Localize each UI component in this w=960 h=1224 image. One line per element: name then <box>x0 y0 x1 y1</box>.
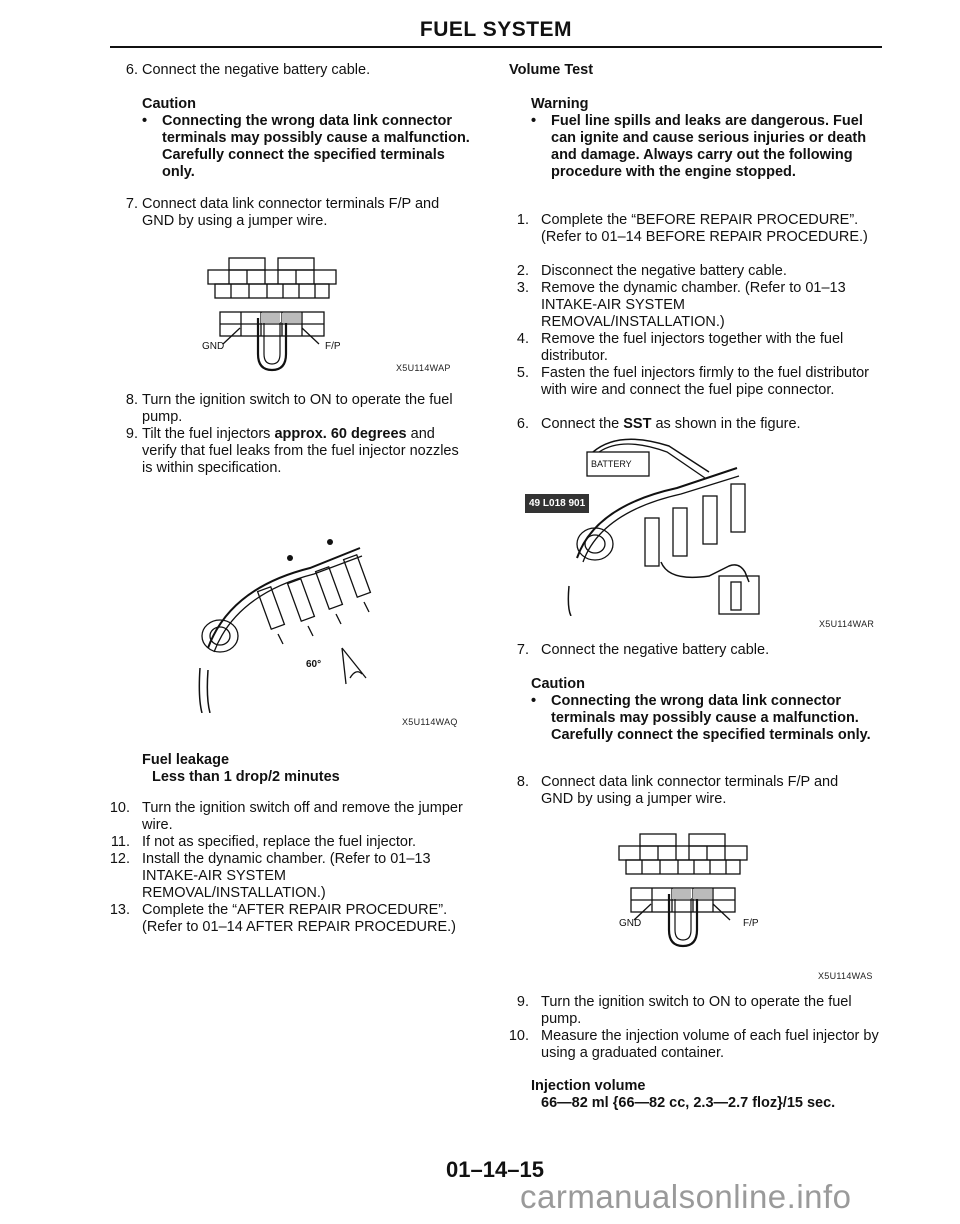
header-rule <box>110 46 882 48</box>
right-step-6: 6. Connect the SST as shown in the figure. <box>516 416 801 432</box>
left-step-8: 8. Turn the ignition switch to ON to operate the fuel pump. <box>125 392 453 425</box>
right-step-1: 1. Complete the “BEFORE REPAIR PROCEDURE”. (Refer to 01–14 BEFORE REPAIR PROCEDURE.) <box>516 212 868 245</box>
gnd-label: GND <box>202 341 225 352</box>
terminal-highlight <box>261 313 280 323</box>
connector-tab-right <box>278 258 314 270</box>
right-step-9: 9. Turn the ignition switch to ON to operate the fuel pump. <box>516 994 852 1027</box>
injector <box>703 496 717 544</box>
spec-title: Injection volume <box>531 1078 646 1094</box>
sst-number-tag: 49 L018 901 <box>525 494 589 513</box>
figure-code: X5U114WAR <box>819 619 875 629</box>
warning-text: Fuel line spills and leaks are dangerous. Fuel can ignite and cause serious injuries or death and damage. Always carry out the following procedure with the engine stopped. <box>551 113 867 180</box>
left-step-9: 9. Tilt the fuel injectors approx. 60 degrees and verify that fuel leaks from the fuel injector nozzles is within specification. <box>125 426 459 476</box>
gnd-label: GND <box>619 918 642 929</box>
right-step-5: 5. Fasten the fuel injectors firmly to the fuel distributor with wire and connect the fuel pipe connector. <box>516 365 870 398</box>
caution-title: Caution <box>531 676 585 692</box>
fp-label: F/P <box>743 918 759 929</box>
warning-title: Warning <box>531 96 589 112</box>
connector-upper-row <box>208 270 336 284</box>
right-step-8: 8. Connect data link connector terminals F/P and GND by using a jumper wire. <box>516 774 839 807</box>
figure-code: X5U114WAQ <box>402 717 458 727</box>
volume-test-heading: Volume Test <box>509 62 594 78</box>
left-step-12: 12. Install the dynamic chamber. (Refer to 01–13 INTAKE-AIR SYSTEM REMOVAL/INSTALLATION.) <box>109 851 431 901</box>
left-step-7: 7. Connect data link connector terminals F/P and GND by using a jumper wire. <box>125 196 440 229</box>
right-step-10: 10. Measure the injection volume of each fuel injector by using a graduated container. <box>508 1028 879 1061</box>
fuel-hose <box>661 562 749 582</box>
injector <box>673 508 687 556</box>
right-step-3: 3. Remove the dynamic chamber. (Refer to 01–13 INTAKE-AIR SYSTEM REMOVAL/INSTALLATION.) <box>516 280 846 330</box>
spec-value: Less than 1 drop/2 minutes <box>152 769 340 785</box>
bullet-dot: • <box>531 113 537 129</box>
caution-text: Connecting the wrong data link connector terminals may possibly cause a malfunction. Carefully connect the specified terminals only. <box>551 693 871 743</box>
data-link-connector-figure <box>198 246 368 376</box>
injection-volume-spec <box>531 1078 891 1112</box>
angle-label: 60° <box>306 659 322 670</box>
spec-value: 66—82 ml {66—82 cc, 2.3—2.7 floz}/15 sec. <box>541 1095 836 1111</box>
injector <box>731 484 745 532</box>
fuel-leakage-spec <box>142 752 472 786</box>
spec-title: Fuel leakage <box>142 752 230 768</box>
caution-text: Connecting the wrong data link connector terminals may possibly cause a malfunction. Carefully connect the specified terminals only. <box>162 113 470 180</box>
bullet-dot: • <box>142 113 148 129</box>
right-step-2: 2. Disconnect the negative battery cable. <box>516 263 787 279</box>
left-step-11: 11. If not as specified, replace the fuel injector. <box>110 834 417 850</box>
fp-label: F/P <box>325 341 341 352</box>
injector <box>645 518 659 566</box>
fuel-distributor <box>208 548 360 648</box>
figure-code: X5U114WAP <box>396 363 451 373</box>
left-caution-1 <box>142 96 480 181</box>
injector-tilt-figure <box>190 528 400 713</box>
connector-lower-row <box>215 284 329 298</box>
left-step-13: 13. Complete the “AFTER REPAIR PROCEDURE”. (Refer to 01–14 AFTER REPAIR PROCEDURE.) <box>109 902 456 935</box>
figure-code: X5U114WAS <box>818 971 873 981</box>
warning-block <box>531 96 883 181</box>
page-title: FUEL SYSTEM <box>419 18 573 41</box>
page-number: 01–14–15 <box>446 1157 544 1182</box>
right-caution <box>531 676 883 744</box>
data-link-connector-figure <box>609 822 779 952</box>
terminal-highlight <box>282 313 301 323</box>
battery-label: BATTERY <box>591 459 632 469</box>
left-step-6: 6. Connect the negative battery cable. <box>125 62 371 78</box>
bullet-dot: • <box>531 693 537 709</box>
left-step-10: 10. Turn the ignition switch off and remove the jumper wire. <box>109 800 463 833</box>
connector-tab-left <box>229 258 265 270</box>
right-step-4: 4. Remove the fuel injectors together with the fuel distributor. <box>516 331 844 364</box>
right-step-7: 7. Connect the negative battery cable. <box>516 642 770 658</box>
watermark: carmanualsonline.info <box>520 1178 852 1215</box>
caution-title: Caution <box>142 96 196 112</box>
